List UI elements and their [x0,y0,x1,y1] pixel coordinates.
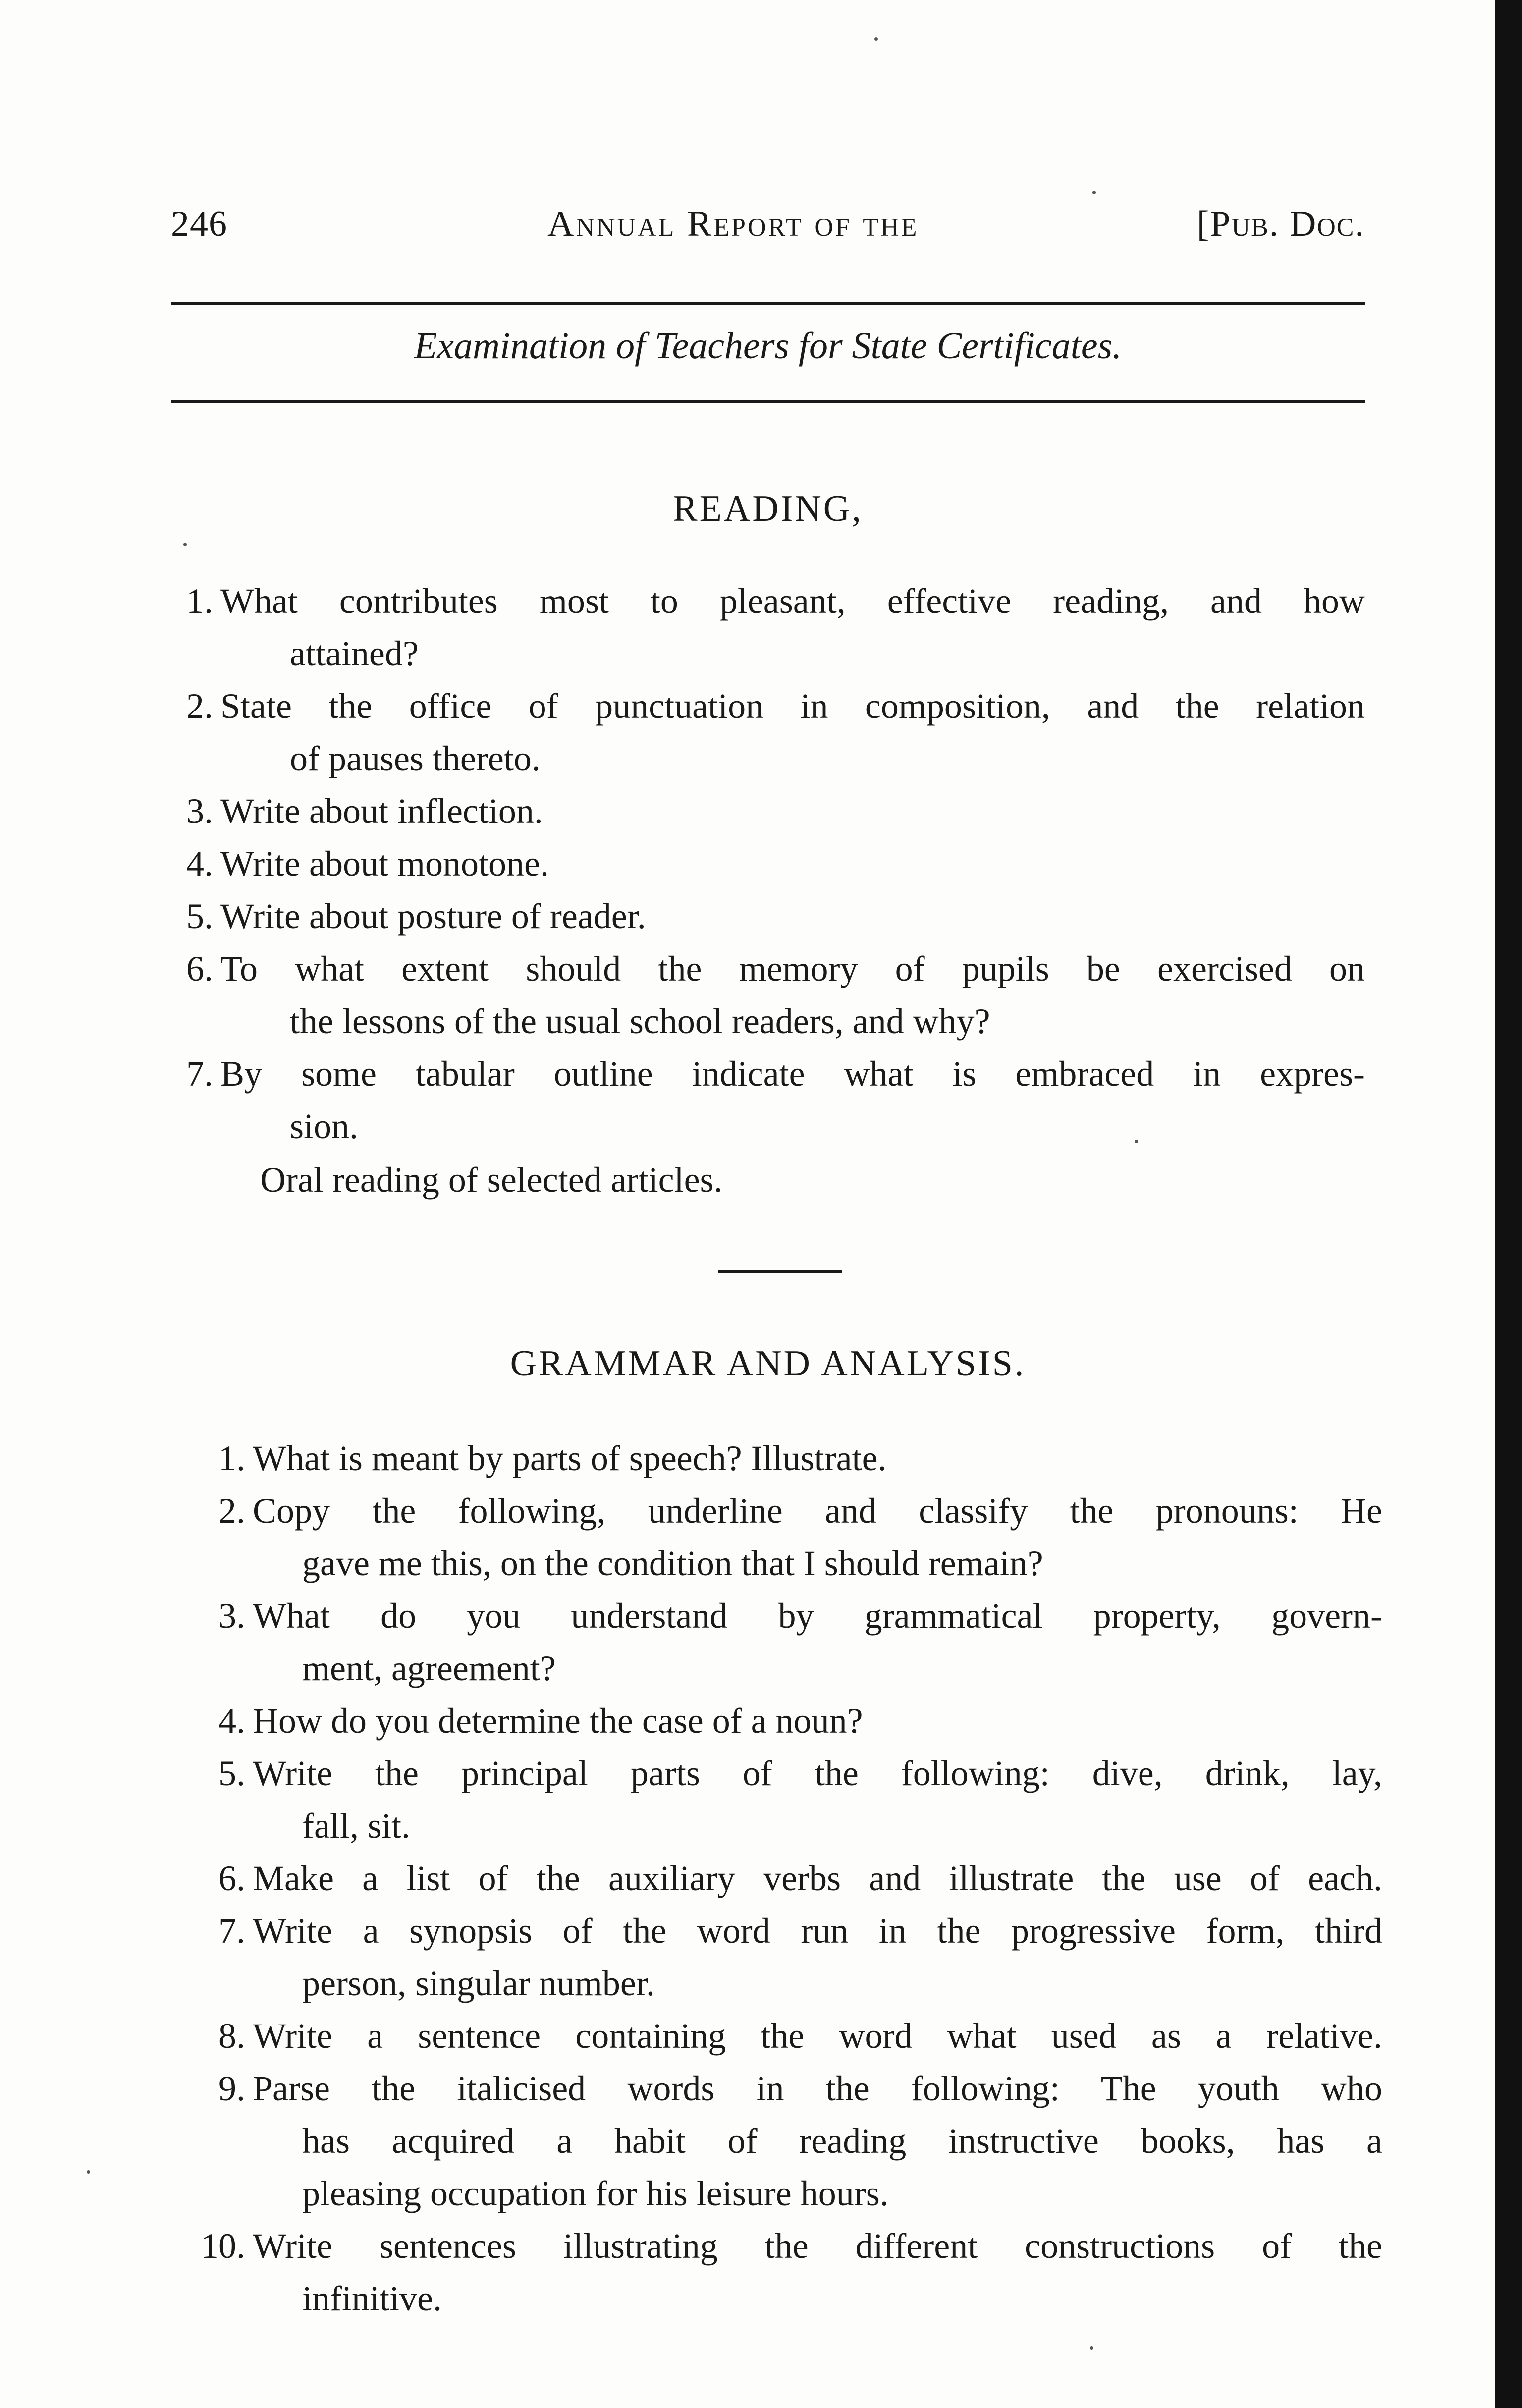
reading-question-3 [186,785,1365,837]
question-number: 7. [218,1911,245,1951]
question-number: 9. [218,2069,245,2108]
question-number: 8. [218,2016,245,2056]
question-number: 5. [186,896,213,936]
scan-speck [1090,2346,1093,2350]
header-rule-bottom [171,400,1365,403]
question-line: has acquired a habit of reading instructive books, has a [302,2121,1382,2161]
question-number: 6. [186,949,213,988]
question-line: Write about inflection. [220,791,543,831]
question-line: What contributes most to pleasant, effective reading, and how [220,581,1365,621]
question-line: Copy the following, underline and classify the pronouns: He [253,1491,1382,1531]
question-line: ment, agreement? [302,1648,556,1688]
reading-question-6 [186,942,1365,1047]
question-line: Write about monotone. [220,844,549,883]
grammar-question-10 [201,2220,1382,2325]
grammar-question-3 [218,1589,1382,1695]
reading-title: READING, [673,489,863,529]
question-line: Write about posture of reader. [220,896,646,936]
question-line: What do you understand by grammatical property, govern- [253,1596,1382,1636]
question-line: Write a synopsis of the word run in the progressive form, third [253,1911,1382,1951]
question-number: 1. [218,1438,245,1478]
question-line: Write sentences illustrating the different constructions of the [253,2226,1382,2266]
question-line: person, singular number. [302,1964,655,2003]
question-line: How do you determine the case of a noun? [253,1701,863,1741]
scan-speck [874,37,878,41]
question-number: 2. [186,686,213,726]
scan-speck [1092,191,1096,194]
question-line: Write the principal parts of the following: dive, drink, lay, [253,1753,1382,1793]
question-number: 4. [218,1701,245,1741]
grammar-question-8 [218,2010,1382,2062]
grammar-question-5 [218,1747,1382,1852]
question-number: 6. [218,1859,245,1898]
question-line: fall, sit. [302,1806,410,1846]
question-line: To what extent should the memory of pupils be exercised on [220,949,1365,988]
question-line: By some tabular outline indicate what is embraced in expres- [220,1054,1365,1094]
running-title: Annual Report of the [547,204,919,244]
question-line: Write a sentence containing the word what used as a relative. [253,2016,1382,2056]
doc-label: [Pub. Doc. [1196,204,1365,244]
page-header [171,198,1365,253]
scan-speck [183,543,187,546]
question-line: Make a list of the auxiliary verbs and illustrate the use of each. [253,1859,1382,1898]
reading-question-7 [186,1047,1365,1152]
grammar-question-9 [218,2062,1382,2220]
reading-question-4 [186,837,1365,890]
question-line: gave me this, on the condition that I should remain? [302,1543,1043,1583]
grammar-question-1 [218,1432,1382,1484]
reading-question-2 [186,680,1365,785]
question-line: What is meant by parts of speech? Illustrate. [253,1438,887,1478]
question-number: 3. [218,1596,245,1636]
question-line: Parse the italicised words in the following: The youth who [253,2069,1382,2108]
question-number: 5. [218,1753,245,1793]
question-line: attained? [290,634,419,673]
grammar-question-6 [218,1852,1382,1905]
question-number: 10. [201,2226,245,2266]
page-number: 246 [171,204,227,244]
book-spine-edge [1495,0,1522,2408]
grammar-title: GRAMMAR AND ANALYSIS. [510,1343,1026,1384]
question-line: State the office of punctuation in composition, and the relation [220,686,1365,726]
grammar-question-7 [218,1905,1382,2010]
reading-question-1 [186,575,1365,680]
page-subtitle: Examination of Teachers for State Certificates. [414,325,1122,367]
reading-oral-note: Oral reading of selected articles. [260,1160,723,1200]
header-rule-top [171,302,1365,305]
question-line: infinitive. [302,2279,442,2318]
scan-speck [87,2170,90,2174]
question-number: 3. [186,791,213,831]
question-line: pleasing occupation for his leisure hours. [302,2174,889,2213]
grammar-question-4 [218,1695,1382,1747]
grammar-question-2 [218,1484,1382,1589]
question-number: 7. [186,1054,213,1094]
question-line: the lessons of the usual school readers, and why? [290,1001,990,1041]
question-number: 4. [186,844,213,883]
question-number: 1. [186,581,213,621]
question-line: sion. [290,1106,359,1146]
question-number: 2. [218,1491,245,1531]
question-line: of pauses thereto. [290,739,541,778]
section-divider [718,1270,842,1273]
scan-speck [1135,1140,1138,1143]
reading-question-5 [186,890,1365,942]
